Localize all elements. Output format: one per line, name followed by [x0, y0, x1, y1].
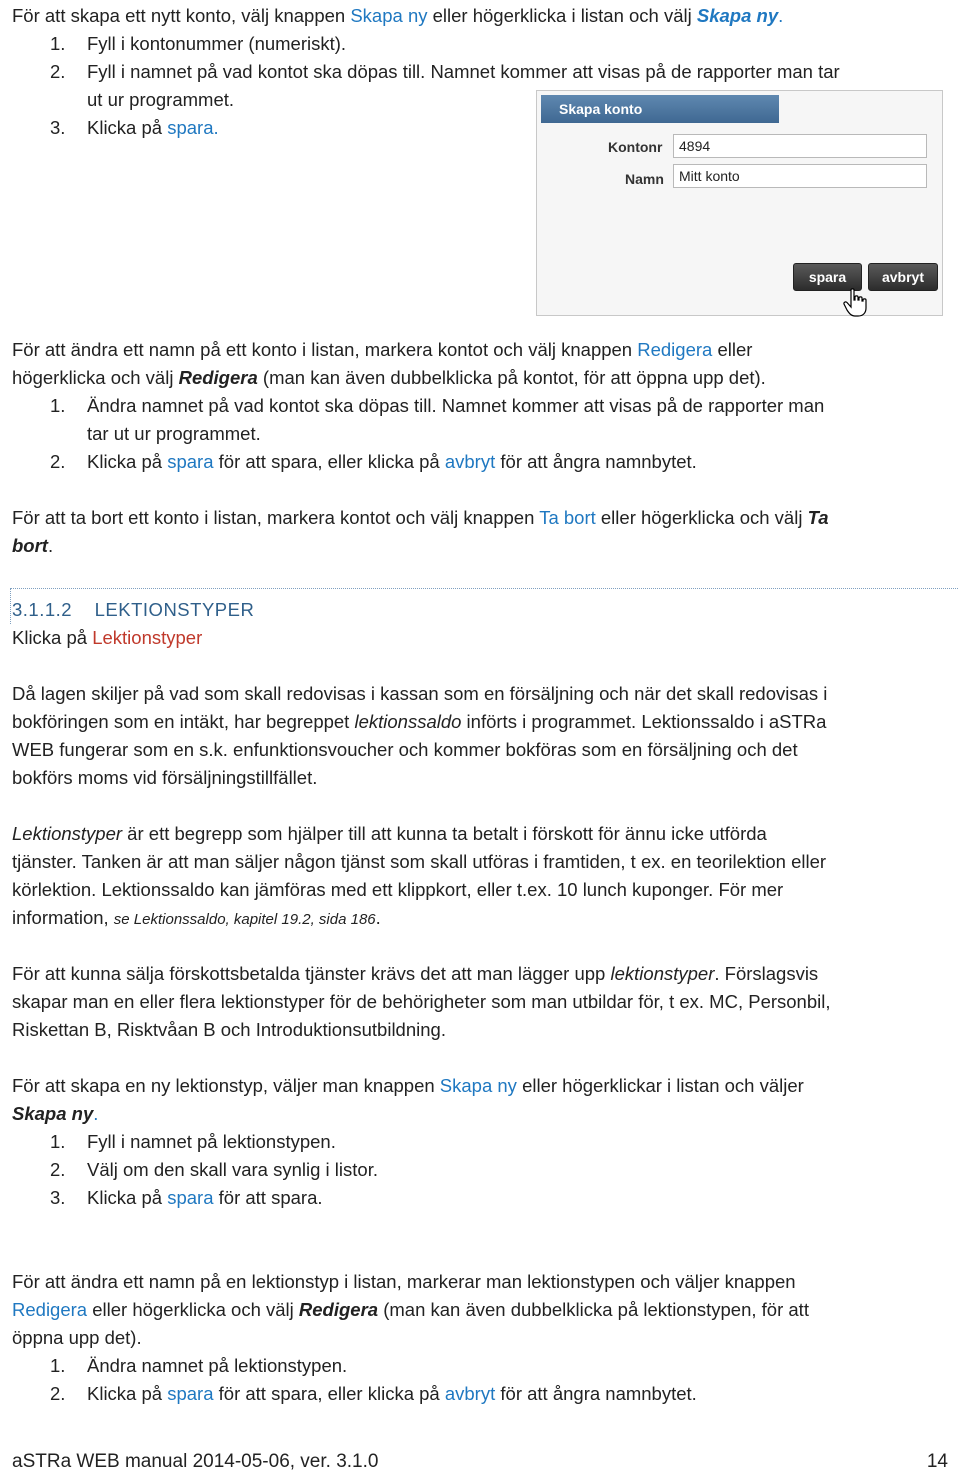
lektionstyper-link[interactable]: Lektionstyper — [92, 627, 203, 648]
text: Klicka på — [12, 627, 93, 648]
text: . — [47, 535, 54, 556]
text: . — [375, 907, 381, 928]
para-line — [12, 1296, 809, 1324]
para-line — [12, 904, 381, 934]
text: För att skapa ett nytt konto, välj knappen — [12, 5, 351, 26]
text: eller högerklicka och välj — [595, 507, 808, 528]
text: för att spara, eller klicka på — [213, 451, 445, 472]
list-number: 3. — [50, 117, 66, 138]
text: eller högerklicka och välj — [87, 1299, 299, 1320]
section-number: 3.1.1.2 — [12, 599, 73, 620]
list-number: 1. — [50, 1355, 66, 1376]
delete-paragraph-cont — [12, 532, 53, 560]
dialog-title: Skapa konto — [541, 95, 779, 123]
text: Klicka på — [87, 1187, 168, 1208]
text: eller högerklickar i listan och väljer — [516, 1075, 804, 1096]
list-text: Fyll i namnet på vad kontot ska döpas till. Namnet kommer att visas på de rapporter man tar — [87, 61, 840, 82]
para-line: Riskettan B, Risktvåan B och Introduktionsutbildning. — [12, 1019, 446, 1040]
ta-bort-ref: Ta bort — [539, 507, 596, 528]
para-line: öppna upp det). — [12, 1327, 142, 1348]
para-line: tjänster. Tanken är att man säljer någon tjänst som skall utföras i framtiden, t ex. en teorilektion eller — [12, 851, 827, 872]
para-line — [12, 708, 826, 736]
list-number: 2. — [50, 451, 66, 472]
text: . Förslagsvis — [714, 963, 819, 984]
hand-cursor-icon — [842, 288, 870, 318]
avbryt-ref: avbryt — [444, 451, 496, 472]
footer-title: aSTRa WEB manual 2014-05-06, ver. 3.1.0 — [12, 1451, 379, 1472]
list-number: 2. — [50, 1159, 66, 1180]
para-line — [12, 820, 767, 848]
list-number: 3. — [50, 1187, 66, 1208]
namn-field[interactable]: Mitt konto — [673, 164, 927, 188]
text: (man kan även dubbelklicka på kontot, för att öppna upp det). — [257, 367, 766, 388]
skapa-konto-dialog — [536, 90, 943, 316]
text: eller — [712, 339, 753, 360]
para-line: körlektion. Lektionssaldo kan jämföras med ett klippkort, eller t.ex. 10 lunch kuponger. För mer — [12, 879, 784, 900]
text: Klicka på — [87, 117, 168, 138]
list-text: tar ut ur programmet. — [87, 423, 261, 444]
save-button[interactable]: spara — [793, 263, 862, 291]
list-text: Välj om den skall vara synlig i listor. — [87, 1159, 378, 1180]
redigera-menu-ref: Redigera — [178, 367, 258, 388]
list-text: Fyll i kontonummer (numeriskt). — [87, 33, 347, 54]
para-line: För att ändra ett namn på en lektionstyp i listan, markerar man lektionstypen och väljer knappen — [12, 1271, 796, 1292]
text: . — [778, 5, 784, 26]
skapa-ny-menu-ref: Skapa ny — [12, 1103, 94, 1124]
skapa-ny-ref: Skapa ny — [439, 1075, 517, 1096]
section-heading — [12, 596, 254, 624]
para-line: bokförs moms vid försäljningstillfället. — [12, 767, 318, 788]
section-divider-side — [10, 588, 11, 624]
kontonr-label: Kontonr — [608, 139, 663, 155]
kontonr-field[interactable]: 4894 — [673, 134, 927, 158]
text: . — [213, 117, 219, 138]
intro-paragraph — [12, 2, 783, 30]
text: information, — [12, 907, 114, 928]
page-number: 14 — [926, 1451, 948, 1472]
skapa-ny-menu-ref: Skapa ny — [696, 5, 779, 26]
namn-label: Namn — [625, 171, 664, 187]
list-number: 1. — [50, 395, 66, 416]
cross-reference: se Lektionssaldo, kapitel 19.2, sida 186 — [113, 911, 376, 928]
list-number: 1. — [50, 33, 66, 54]
para-line: WEB fungerar som en s.k. enfunktionsvoucher och kommer bokföras som en försäljning och det — [12, 739, 798, 760]
text: För att skapa en ny lektionstyp, väljer man knappen — [12, 1075, 440, 1096]
text: Klicka på — [87, 451, 168, 472]
text: Klicka på — [87, 1383, 168, 1404]
spara-ref: spara — [167, 1187, 214, 1208]
text: för att ångra namnbytet. — [495, 451, 697, 472]
ta-bort-menu-ref: bort — [12, 535, 48, 556]
spara-ref: spara — [167, 117, 214, 138]
redigera-ref: Redigera — [12, 1299, 88, 1320]
avbryt-ref: avbryt — [444, 1383, 496, 1404]
text: införts i programmet. Lektionssaldo i aSTRa — [461, 711, 827, 732]
list-number: 2. — [50, 1383, 66, 1404]
para-line — [12, 1100, 98, 1128]
list-text: ut ur programmet. — [87, 89, 235, 110]
text: för att spara, eller klicka på — [213, 1383, 445, 1404]
term: lektionstyper — [610, 963, 715, 984]
para-line — [12, 1072, 804, 1100]
spara-ref: spara — [167, 451, 214, 472]
redigera-menu-ref: Redigera — [298, 1299, 379, 1320]
edit-paragraph — [12, 336, 752, 364]
list-number: 2. — [50, 61, 66, 82]
text: bokföringen som en intäkt, har begreppet — [12, 711, 355, 732]
term: Lektionstyper — [12, 823, 123, 844]
skapa-ny-ref: Skapa ny — [350, 5, 428, 26]
text: för att ångra namnbytet. — [495, 1383, 697, 1404]
ta-bort-menu-ref: Ta — [807, 507, 829, 528]
edit-paragraph-cont — [12, 364, 766, 392]
spara-ref: spara — [167, 1383, 214, 1404]
text: För att kunna sälja förskottsbetalda tjänster krävs det att man lägger upp — [12, 963, 611, 984]
para-line: Då lagen skiljer på vad som skall redovisas i kassan som en försäljning och när det skall redovisas i — [12, 683, 828, 704]
text: eller högerklicka i listan och välj — [427, 5, 697, 26]
para-line: skapar man en eller flera lektionstyper för de behörigheter som man utbildar för, t ex. MC, Personbil, — [12, 991, 831, 1012]
list-text: Fyll i namnet på lektionstypen. — [87, 1131, 336, 1152]
term: lektionssaldo — [354, 711, 462, 732]
cancel-button[interactable]: avbryt — [868, 263, 938, 291]
section-title: LEKTIONSTYPER — [94, 599, 255, 620]
list-text: Ändra namnet på vad kontot ska döpas till. Namnet kommer att visas på de rapporter man — [87, 395, 825, 416]
list-text: Ändra namnet på lektionstypen. — [87, 1355, 348, 1376]
redigera-ref: Redigera — [637, 339, 713, 360]
text: är ett begrepp som hjälper till att kunna ta betalt i förskott för ännu icke utförda — [122, 823, 767, 844]
section-divider — [10, 588, 958, 589]
delete-paragraph — [12, 504, 828, 532]
list-number: 1. — [50, 1131, 66, 1152]
para-line — [12, 960, 818, 988]
section-instruction — [12, 624, 202, 652]
text: För att ändra ett namn på ett konto i listan, markera kontot och välj knappen — [12, 339, 638, 360]
text: högerklicka och välj — [12, 367, 179, 388]
text: (man kan även dubbelklicka på lektionstypen, för att — [378, 1299, 809, 1320]
text: . — [93, 1103, 99, 1124]
text: för att spara. — [213, 1187, 323, 1208]
text: För att ta bort ett konto i listan, markera kontot och välj knappen — [12, 507, 540, 528]
